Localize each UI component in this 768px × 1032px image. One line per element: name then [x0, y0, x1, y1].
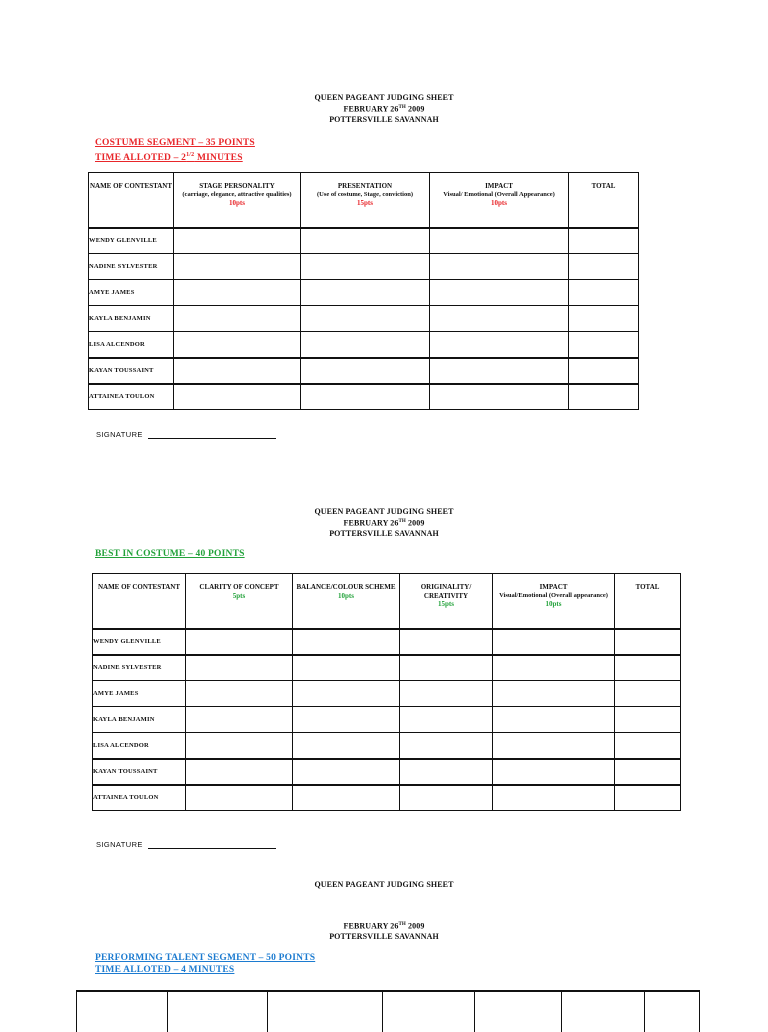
column-header: [569, 173, 639, 228]
contestant-row: [93, 655, 681, 681]
contestant-row: [89, 358, 639, 384]
score-cell[interactable]: [430, 254, 569, 280]
sheet1-time-allotted: TIME ALLOTED – $2^{1/2}$ MINUTES: [95, 152, 243, 164]
score-cell[interactable]: [186, 681, 293, 707]
score-cell[interactable]: [430, 358, 569, 384]
contestant-row: [93, 629, 681, 655]
table-header-row: [89, 173, 639, 228]
costume-segment-table: [88, 172, 639, 410]
score-cell[interactable]: [293, 681, 400, 707]
contestant-name: AMYE JAMES: [93, 681, 186, 707]
contestant-name: ATTAINEA TOULON: [89, 384, 174, 410]
column-label: STAGE PERSONALITY: [199, 182, 275, 190]
score-cell[interactable]: [293, 759, 400, 785]
contestant-row: [93, 681, 681, 707]
column-header: [89, 173, 174, 228]
score-cell[interactable]: [293, 655, 400, 681]
table-column-divider: [644, 992, 645, 1032]
contestant-row: [89, 280, 639, 306]
sheet3-title: QUEEN PAGEANT JUDGING SHEET: [314, 880, 454, 889]
score-cell[interactable]: [174, 254, 301, 280]
contestant-row: [93, 785, 681, 811]
score-cell[interactable]: [430, 228, 569, 254]
sheet2-segment-title: BEST IN COSTUME – 40 POINTS: [95, 549, 245, 559]
score-cell[interactable]: [493, 707, 615, 733]
score-cell[interactable]: [400, 759, 493, 785]
sheet2-header: [0, 507, 768, 539]
signature-line[interactable]: [148, 840, 276, 849]
score-cell[interactable]: [615, 759, 681, 785]
score-cell[interactable]: [430, 306, 569, 332]
column-header: [174, 173, 301, 228]
score-cell[interactable]: [186, 629, 293, 655]
score-cell[interactable]: [301, 280, 430, 306]
score-cell[interactable]: [430, 280, 569, 306]
score-cell[interactable]: [569, 254, 639, 280]
score-cell[interactable]: [615, 681, 681, 707]
column-sublabel: (Use of costume, Stage, conviction): [316, 190, 414, 198]
score-cell[interactable]: [293, 629, 400, 655]
score-cell[interactable]: [400, 655, 493, 681]
column-header: [93, 574, 186, 629]
sheet1-header: [0, 93, 768, 125]
contestant-name: AMYE JAMES: [89, 280, 174, 306]
table-column-divider: [474, 992, 475, 1032]
score-cell[interactable]: [430, 384, 569, 410]
performing-talent-table: [76, 990, 700, 1032]
score-cell[interactable]: [301, 228, 430, 254]
score-cell[interactable]: [186, 655, 293, 681]
signature-line[interactable]: [148, 430, 276, 439]
score-cell[interactable]: [174, 384, 301, 410]
column-sublabel: (carriage, elegance, attractive qualities): [182, 190, 292, 198]
contestant-name: KAYAN TOUSSAINT: [89, 358, 174, 384]
sheet2-signature: [96, 840, 276, 849]
contestant-name: LISA ALCENDOR: [89, 332, 174, 358]
column-points: 10pts: [229, 199, 245, 207]
score-cell[interactable]: [493, 681, 615, 707]
score-cell[interactable]: [293, 707, 400, 733]
score-cell[interactable]: [301, 384, 430, 410]
sheet3-segment-title: PERFORMING TALENT SEGMENT – 50 POINTS: [95, 953, 316, 963]
score-cell[interactable]: [400, 681, 493, 707]
score-cell[interactable]: [186, 785, 293, 811]
column-label: BALANCE/COLOUR SCHEME: [296, 583, 396, 591]
sheet2-venue: POTTERSVILLE SAVANNAH: [329, 528, 439, 538]
score-cell[interactable]: [174, 306, 301, 332]
column-header: [400, 574, 493, 629]
score-cell[interactable]: [569, 306, 639, 332]
score-cell[interactable]: [186, 759, 293, 785]
score-cell[interactable]: [301, 254, 430, 280]
score-cell[interactable]: [430, 332, 569, 358]
column-points: 15pts: [438, 600, 454, 608]
contestant-row: [89, 332, 639, 358]
sheet3-venue: POTTERSVILLE SAVANNAH: [329, 931, 439, 941]
contestant-row: [89, 306, 639, 332]
score-cell[interactable]: [301, 332, 430, 358]
column-header: [293, 574, 400, 629]
contestant-name: KAYLA BENJAMIN: [93, 707, 186, 733]
score-cell[interactable]: [493, 629, 615, 655]
sheet3-header: [0, 920, 768, 942]
column-points: 15pts: [357, 199, 373, 207]
sheet1-date: FEBRUARY 26TH 2009: [343, 104, 425, 114]
column-label: TOTAL: [635, 583, 660, 591]
contestant-row: [93, 759, 681, 785]
best-in-costume-table: [92, 573, 681, 811]
column-label: NAME OF CONTESTANT: [97, 583, 181, 591]
contestant-name: KAYAN TOUSSAINT: [93, 759, 186, 785]
column-label: IMPACT: [485, 182, 513, 190]
column-points: 10pts: [491, 199, 507, 207]
score-cell[interactable]: [615, 785, 681, 811]
column-header: [615, 574, 681, 629]
contestant-name: LISA ALCENDOR: [93, 733, 186, 759]
sheet2-title: QUEEN PAGEANT JUDGING SHEET: [314, 507, 454, 516]
score-cell[interactable]: [569, 228, 639, 254]
column-header: [493, 574, 615, 629]
column-header: [186, 574, 293, 629]
contestant-row: [93, 733, 681, 759]
score-cell[interactable]: [293, 785, 400, 811]
column-label: TOTAL: [591, 182, 616, 190]
sheet1-segment-title: COSTUME SEGMENT – 35 POINTS: [95, 138, 255, 148]
score-cell[interactable]: [174, 280, 301, 306]
column-label: IMPACT: [539, 583, 568, 591]
column-label: ORIGINALITY/ CREATIVITY: [420, 583, 472, 600]
column-label: NAME OF CONTESTANT: [89, 182, 173, 190]
score-cell[interactable]: [400, 707, 493, 733]
table-column-divider: [267, 992, 268, 1032]
column-label: CLARITY OF CONCEPT: [199, 583, 279, 591]
contestant-row: [93, 707, 681, 733]
contestant-row: [89, 384, 639, 410]
table-header-row: [93, 574, 681, 629]
sheet1-venue: POTTERSVILLE SAVANNAH: [329, 114, 439, 124]
score-cell[interactable]: [615, 629, 681, 655]
table-column-divider: [561, 992, 562, 1032]
contestant-name: WENDY GLENVILLE: [93, 629, 186, 655]
score-cell[interactable]: [186, 733, 293, 759]
column-header: [301, 173, 430, 228]
column-sublabel: Visual/Emotional (Overall appearance): [499, 591, 608, 599]
sheet3-date: FEBRUARY 26TH 2009: [343, 921, 425, 931]
score-cell[interactable]: [493, 785, 615, 811]
score-cell[interactable]: [293, 733, 400, 759]
score-cell[interactable]: [400, 733, 493, 759]
sheet2-date: FEBRUARY 26TH 2009: [343, 518, 425, 528]
column-label: PRESENTATION: [337, 182, 393, 190]
score-cell[interactable]: [301, 306, 430, 332]
table-column-divider: [167, 992, 168, 1032]
score-cell[interactable]: [615, 707, 681, 733]
contestant-name: KAYLA BENJAMIN: [89, 306, 174, 332]
sheet1-title: QUEEN PAGEANT JUDGING SHEET: [314, 93, 454, 102]
score-cell[interactable]: [493, 759, 615, 785]
score-cell[interactable]: [615, 655, 681, 681]
score-cell[interactable]: [569, 280, 639, 306]
column-sublabel: Visual/ Emotional (Overall Appearance): [443, 190, 555, 198]
contestant-name: NADINE SYLVESTER: [89, 254, 174, 280]
score-cell[interactable]: [569, 358, 639, 384]
score-cell[interactable]: [493, 733, 615, 759]
score-cell[interactable]: [174, 332, 301, 358]
contestant-name: WENDY GLENVILLE: [89, 228, 174, 254]
contestant-row: [89, 228, 639, 254]
score-cell[interactable]: [569, 384, 639, 410]
column-points: 10pts: [545, 600, 562, 608]
sheet1-signature: [96, 430, 276, 439]
score-cell[interactable]: [400, 785, 493, 811]
score-cell[interactable]: [174, 358, 301, 384]
score-cell[interactable]: [615, 733, 681, 759]
contestant-name: ATTAINEA TOULON: [93, 785, 186, 811]
contestant-name: NADINE SYLVESTER: [93, 655, 186, 681]
score-cell[interactable]: [400, 629, 493, 655]
score-cell[interactable]: [493, 655, 615, 681]
sheet3-time-allotted: TIME ALLOTED – 4 MINUTES: [95, 965, 235, 975]
signature-label: SIGNATURE: [96, 840, 143, 849]
column-points: 10pts: [338, 591, 354, 600]
column-points: 5pts: [232, 591, 246, 600]
score-cell[interactable]: [301, 358, 430, 384]
signature-label: SIGNATURE: [96, 430, 143, 439]
contestant-row: [89, 254, 639, 280]
column-header: [430, 173, 569, 228]
table-column-divider: [382, 992, 383, 1032]
score-cell[interactable]: [174, 228, 301, 254]
score-cell[interactable]: [569, 332, 639, 358]
score-cell[interactable]: [186, 707, 293, 733]
